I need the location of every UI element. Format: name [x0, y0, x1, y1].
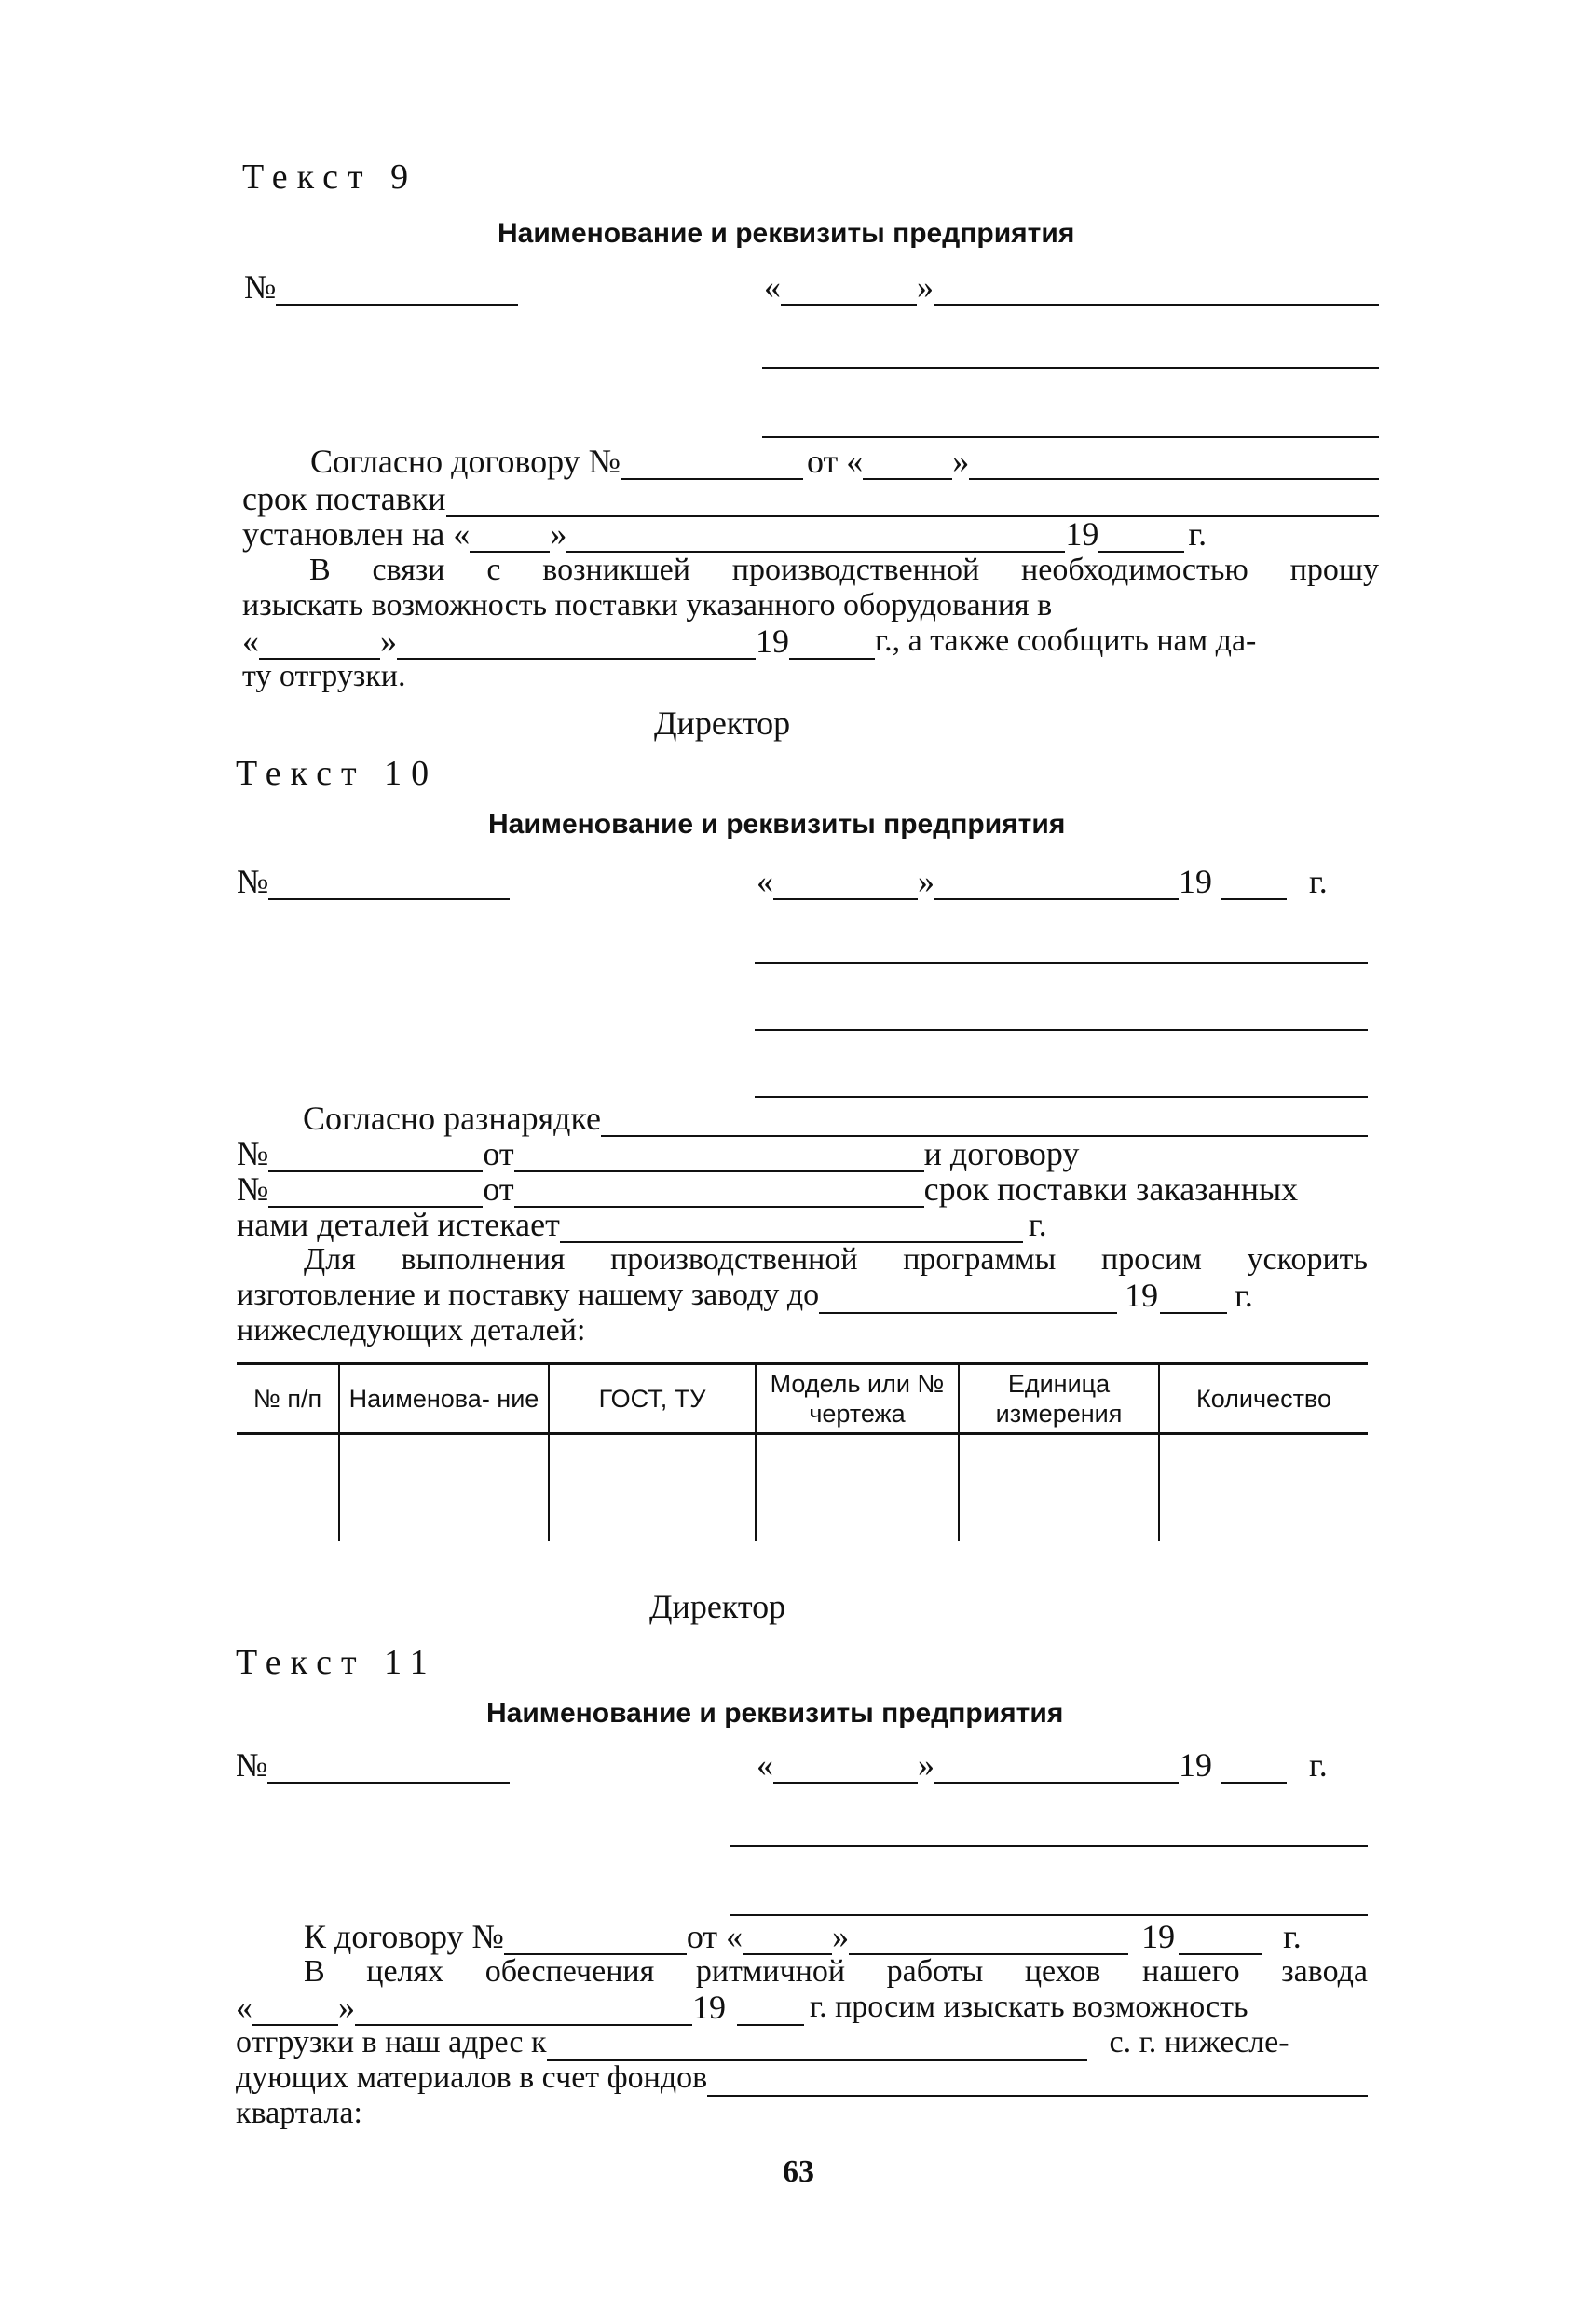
table-cell[interactable] — [237, 1434, 339, 1542]
text9-paragraph-line2: изыскать возможность поставки указанного оборудования в — [242, 588, 1053, 622]
text10-parts-table — [237, 1362, 1368, 1541]
table-header-quantity: Количество — [1159, 1364, 1368, 1434]
table-header-number: № п/п — [237, 1364, 339, 1434]
text10-address-line-1[interactable] — [755, 962, 1368, 964]
text10-paragraph-line1: Для выполнения производственной программы просим ускорить — [304, 1242, 1368, 1277]
text9-paragraph-line3: « » 19 г., а также сообщить нам да- — [242, 622, 1257, 660]
text10-heading: Текст 10 — [236, 754, 439, 793]
table-cell[interactable] — [756, 1434, 959, 1542]
text9-director: Директор — [654, 705, 791, 742]
text10-allocation-row: Согласно разнарядке — [303, 1100, 1368, 1137]
table-cell[interactable] — [549, 1434, 756, 1542]
page-number: 63 — [783, 2155, 814, 2189]
table-header-model: Модель или № чертежа — [756, 1364, 959, 1434]
text10-address-line-3[interactable] — [755, 1096, 1368, 1098]
text9-delivery-term-row: срок поставки — [242, 480, 1379, 517]
text11-contract-row: К договору № от « » 19 г. — [304, 1918, 1302, 1955]
table-row — [237, 1434, 1368, 1542]
text11-org-title: Наименование и реквизиты предприятия — [486, 1698, 1064, 1729]
text9-paragraph-line1: В связи с возникшей производственной необходимостью прошу — [309, 553, 1379, 587]
text11-number-field[interactable]: № — [236, 1746, 510, 1784]
text10-director: Директор — [649, 1588, 786, 1625]
text9-date-field[interactable]: « » — [764, 268, 1379, 306]
text9-number-field[interactable]: № — [244, 268, 518, 306]
table-cell[interactable] — [339, 1434, 549, 1542]
text10-org-title: Наименование и реквизиты предприятия — [488, 809, 1066, 840]
table-header-unit: Единица измерения — [959, 1364, 1159, 1434]
table-cell[interactable] — [1159, 1434, 1368, 1542]
text11-date-field[interactable]: « » 19 г. — [757, 1746, 1328, 1784]
text11-paragraph-line4: дующих материалов в счет фондов — [236, 2059, 1368, 2097]
text9-contract-row: Согласно договору № от « » — [310, 443, 1379, 480]
text11-heading: Текст 11 — [236, 1643, 437, 1682]
text9-address-line-2[interactable] — [762, 436, 1379, 438]
table-header-gost: ГОСТ, ТУ — [549, 1364, 756, 1434]
text11-address-line-2[interactable] — [730, 1914, 1368, 1916]
text9-set-date-row: установлен на « » 19 г. — [242, 515, 1207, 553]
text10-paragraph-line2: изготовление и поставку нашему заводу до 19 г. — [237, 1277, 1253, 1314]
text9-org-title: Наименование и реквизиты предприятия — [498, 218, 1075, 249]
text10-deadline-row: нами деталей истекает г. — [237, 1206, 1047, 1243]
text10-date-field[interactable]: « » 19 г. — [757, 863, 1328, 900]
text11-address-line-1[interactable] — [730, 1845, 1368, 1847]
text10-allocation-number-row: № от и договору — [237, 1135, 1080, 1172]
text9-heading: Текст 9 — [242, 157, 418, 197]
text11-paragraph-line3: отгрузки в наш адрес к с. г. нижесле- — [236, 2025, 1289, 2059]
text10-number-field[interactable]: № — [237, 863, 510, 900]
table-cell[interactable] — [959, 1434, 1159, 1542]
text11-paragraph-line5: квартала: — [236, 2096, 362, 2130]
text11-paragraph-line1: В целях обеспечения ритмичной работы цехов нашего завода — [304, 1954, 1368, 1989]
table-header-name: Наименова- ние — [339, 1364, 549, 1434]
text10-contract-number-row: № от срок поставки заказанных — [237, 1170, 1299, 1208]
text9-address-line-1[interactable] — [762, 367, 1379, 369]
text11-paragraph-line2: « » 19 г. просим изыскать возможность — [236, 1989, 1248, 2026]
text10-paragraph-line3: нижеследующих деталей: — [237, 1313, 586, 1348]
text9-paragraph-line4: ту отгрузки. — [242, 659, 406, 693]
text10-address-line-2[interactable] — [755, 1029, 1368, 1031]
